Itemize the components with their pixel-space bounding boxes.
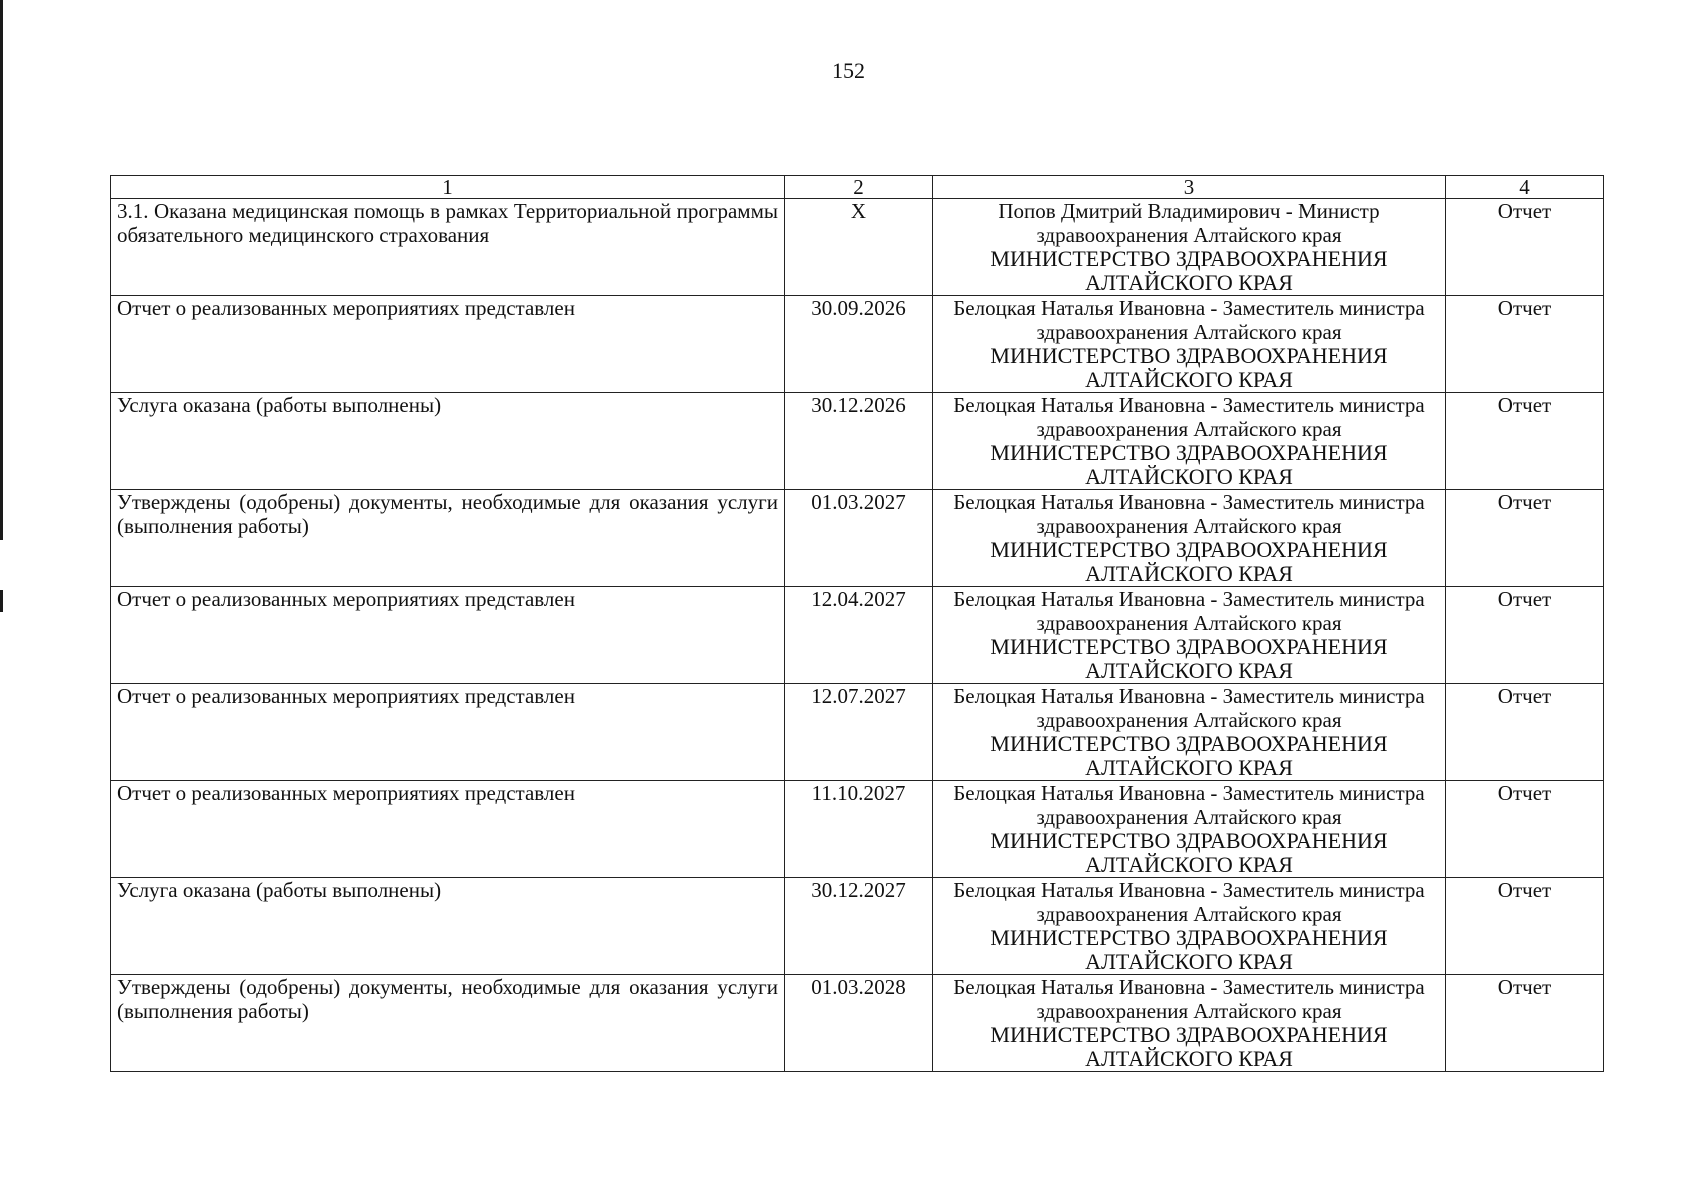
row-date: 12.07.2027 — [785, 684, 933, 781]
header-col-4: 4 — [1446, 176, 1604, 199]
row-result-type: Отчет — [1446, 393, 1604, 490]
row-result-type: Отчет — [1446, 587, 1604, 684]
responsible-person: Попов Дмитрий Владимирович - Министр здравоохранения Алтайского края — [998, 199, 1380, 247]
responsible-person: Белоцкая Наталья Ивановна - Заместитель министра здравоохранения Алтайского края — [953, 587, 1425, 635]
row-result-type: Отчет — [1446, 199, 1604, 296]
row-responsible — [933, 199, 1446, 296]
table-row — [111, 587, 1604, 684]
row-description: Утверждены (одобрены) документы, необходимые для оказания услуги (выполнения работы) — [111, 490, 785, 587]
responsible-person: Белоцкая Наталья Ивановна - Заместитель министра здравоохранения Алтайского края — [953, 878, 1425, 926]
table-row — [111, 781, 1604, 878]
table-row — [111, 975, 1604, 1072]
document-table — [110, 175, 1604, 1072]
table-row — [111, 199, 1604, 296]
responsible-organization: МИНИСТЕРСТВО ЗДРАВООХРАНЕНИЯ АЛТАЙСКОГО КРАЯ — [990, 343, 1388, 392]
responsible-person: Белоцкая Наталья Ивановна - Заместитель министра здравоохранения Алтайского края — [953, 296, 1425, 344]
row-date: 01.03.2027 — [785, 490, 933, 587]
row-date: 12.04.2027 — [785, 587, 933, 684]
scan-left-mark — [0, 590, 3, 612]
row-date: X — [785, 199, 933, 296]
row-description: Отчет о реализованных мероприятиях представлен — [111, 587, 785, 684]
row-responsible — [933, 587, 1446, 684]
row-result-type: Отчет — [1446, 781, 1604, 878]
responsible-organization: МИНИСТЕРСТВО ЗДРАВООХРАНЕНИЯ АЛТАЙСКОГО КРАЯ — [990, 537, 1388, 586]
row-description: 3.1. Оказана медицинская помощь в рамках Территориальной программы обязательного медицинского страхования — [111, 199, 785, 296]
responsible-person: Белоцкая Наталья Ивановна - Заместитель министра здравоохранения Алтайского края — [953, 393, 1425, 441]
row-date: 30.09.2026 — [785, 296, 933, 393]
responsible-organization: МИНИСТЕРСТВО ЗДРАВООХРАНЕНИЯ АЛТАЙСКОГО КРАЯ — [990, 246, 1388, 295]
page-number: 152 — [832, 58, 865, 83]
row-result-type: Отчет — [1446, 878, 1604, 975]
table-row — [111, 490, 1604, 587]
row-description: Услуга оказана (работы выполнены) — [111, 878, 785, 975]
row-responsible — [933, 490, 1446, 587]
row-date: 01.03.2028 — [785, 975, 933, 1072]
header-col-3: 3 — [933, 176, 1446, 199]
responsible-person: Белоцкая Наталья Ивановна - Заместитель министра здравоохранения Алтайского края — [953, 781, 1425, 829]
responsible-organization: МИНИСТЕРСТВО ЗДРАВООХРАНЕНИЯ АЛТАЙСКОГО КРАЯ — [990, 828, 1388, 877]
row-result-type: Отчет — [1446, 975, 1604, 1072]
row-responsible — [933, 393, 1446, 490]
table-row — [111, 296, 1604, 393]
row-responsible — [933, 878, 1446, 975]
row-description: Услуга оказана (работы выполнены) — [111, 393, 785, 490]
row-description: Утверждены (одобрены) документы, необходимые для оказания услуги (выполнения работы) — [111, 975, 785, 1072]
responsible-person: Белоцкая Наталья Ивановна - Заместитель министра здравоохранения Алтайского края — [953, 975, 1425, 1023]
row-responsible — [933, 781, 1446, 878]
row-responsible — [933, 296, 1446, 393]
header-col-1: 1 — [111, 176, 785, 199]
responsible-organization: МИНИСТЕРСТВО ЗДРАВООХРАНЕНИЯ АЛТАЙСКОГО КРАЯ — [990, 440, 1388, 489]
row-result-type: Отчет — [1446, 684, 1604, 781]
row-date: 11.10.2027 — [785, 781, 933, 878]
row-date: 30.12.2027 — [785, 878, 933, 975]
table-row — [111, 878, 1604, 975]
responsible-organization: МИНИСТЕРСТВО ЗДРАВООХРАНЕНИЯ АЛТАЙСКОГО КРАЯ — [990, 1022, 1388, 1071]
responsible-person: Белоцкая Наталья Ивановна - Заместитель министра здравоохранения Алтайского края — [953, 490, 1425, 538]
row-result-type: Отчет — [1446, 296, 1604, 393]
table-row — [111, 393, 1604, 490]
responsible-organization: МИНИСТЕРСТВО ЗДРАВООХРАНЕНИЯ АЛТАЙСКОГО КРАЯ — [990, 925, 1388, 974]
responsible-organization: МИНИСТЕРСТВО ЗДРАВООХРАНЕНИЯ АЛТАЙСКОГО КРАЯ — [990, 634, 1388, 683]
table-row — [111, 684, 1604, 781]
row-description: Отчет о реализованных мероприятиях представлен — [111, 781, 785, 878]
row-responsible — [933, 684, 1446, 781]
responsible-organization: МИНИСТЕРСТВО ЗДРАВООХРАНЕНИЯ АЛТАЙСКОГО КРАЯ — [990, 731, 1388, 780]
row-result-type: Отчет — [1446, 490, 1604, 587]
responsible-person: Белоцкая Наталья Ивановна - Заместитель министра здравоохранения Алтайского края — [953, 684, 1425, 732]
row-description: Отчет о реализованных мероприятиях представлен — [111, 684, 785, 781]
row-responsible — [933, 975, 1446, 1072]
row-description: Отчет о реализованных мероприятиях представлен — [111, 296, 785, 393]
header-col-2: 2 — [785, 176, 933, 199]
table-header-row — [111, 176, 1604, 199]
row-date: 30.12.2026 — [785, 393, 933, 490]
